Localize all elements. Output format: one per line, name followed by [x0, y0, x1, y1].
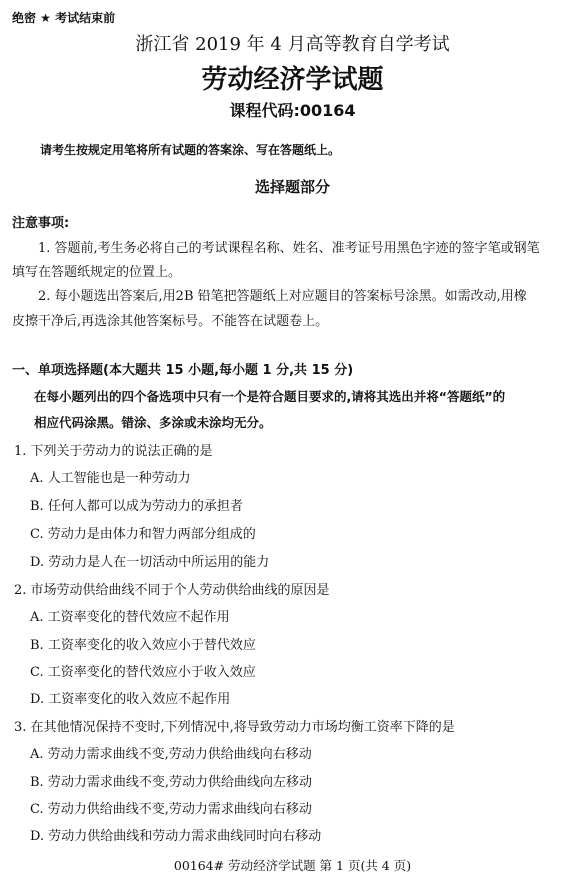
question-option: B. 任何人都可以成为劳动力的承担者: [30, 499, 243, 514]
question-option: A. 工资率变化的替代效应不起作用: [30, 610, 230, 625]
question-stem: 3. 在其他情况保持不变时,下列情况中,将导致劳动力市场均衡工资率下降的是: [14, 720, 455, 735]
notice-item-2-line-2: 皮擦干净后,再选涂其他答案标号。不能答在试题卷上。: [12, 314, 329, 329]
question-option: D. 劳动力供给曲线和劳动力需求曲线同时向右移动: [30, 829, 322, 844]
question-option: B. 劳动力需求曲线不变,劳动力供给曲线向左移动: [30, 775, 312, 790]
answer-instruction: 请考生按规定用笔将所有试题的答案涂、写在答题纸上。: [40, 143, 341, 157]
notice-heading: 注意事项:: [12, 216, 70, 231]
question-option: D. 工资率变化的收入效应不起作用: [30, 692, 231, 707]
subject-title: 劳动经济学试题: [201, 65, 384, 95]
exam-session-title: 浙江省 2019 年 4 月高等教育自学考试: [135, 34, 450, 55]
question-option: A. 劳动力需求曲线不变,劳动力供给曲线向右移动: [30, 747, 312, 762]
question-option: C. 工资率变化的替代效应小于收入效应: [30, 665, 256, 680]
question-option: D. 劳动力是人在一切活动中所运用的能力: [30, 555, 270, 570]
notice-item-1-line-2: 填写在答题纸规定的位置上。: [12, 265, 182, 280]
page-footer: 00164# 劳动经济学试题 第 1 页(共 4 页): [173, 858, 412, 873]
notice-item-1-line-1: 1. 答题前,考生务必将自己的考试课程名称、姓名、准考证号用黑色字迹的签字笔或钢笔: [38, 241, 540, 256]
question-option: B. 工资率变化的收入效应小于替代效应: [30, 638, 256, 653]
confidential-label: 绝密 ★ 考试结束前: [12, 11, 116, 25]
question-option: C. 劳动力是由体力和智力两部分组成的: [30, 527, 256, 542]
question-option: C. 劳动力供给曲线不变,劳动力需求曲线向右移动: [30, 802, 312, 817]
part1-description-line-1: 在每小题列出的四个备选项中只有一个是符合题目要求的,请将其选出并将“答题纸”的: [34, 389, 506, 404]
question-stem: 1. 下列关于劳动力的说法正确的是: [14, 444, 213, 459]
notice-item-2-line-1: 2. 每小题选出答案后,用2B 铅笔把答题纸上对应题目的答案标号涂黑。如需改动,用橡: [38, 289, 527, 304]
part1-description-line-2: 相应代码涂黑。错涂、多涂或未涂均无分。: [34, 415, 272, 430]
part1-heading: 一、单项选择题(本大题共 15 小题,每小题 1 分,共 15 分): [12, 363, 354, 378]
question-stem: 2. 市场劳动供给曲线不同于个人劳动供给曲线的原因是: [14, 583, 330, 598]
question-option: A. 人工智能也是一种劳动力: [30, 471, 191, 486]
course-code: 课程代码:00164: [229, 101, 356, 120]
section-title: 选择题部分: [254, 178, 330, 196]
